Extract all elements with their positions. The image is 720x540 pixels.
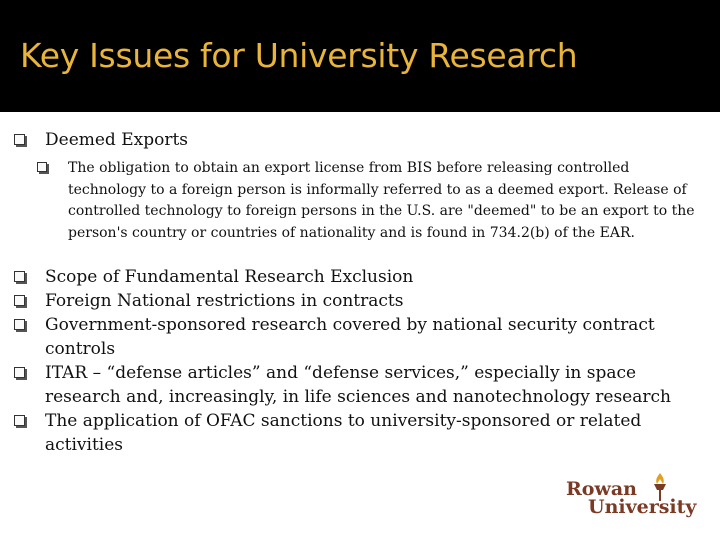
- checkbox-bullet-icon: [14, 319, 25, 330]
- logo-line-2: University: [588, 496, 697, 518]
- bullet-text: The application of OFAC sanctions to university-sponsored or related activities: [45, 411, 642, 455]
- bullet-text: ITAR – “defense articles” and “defense services,” especially in space research and, increasingly, in life sciences and nanotechnology research: [45, 363, 671, 407]
- rowan-university-logo: [566, 470, 700, 518]
- bullet-text: The obligation to obtain an export license from BIS before releasing controlled technology to a foreign person is informally referred to as a deemed export. Release of controlled technology to foreign persons in the U.S. are "deemed" to be an export to the person's country or countries of nationality and is found in 734.2(b) of the EAR.: [68, 160, 695, 241]
- title-bar: [0, 0, 720, 112]
- bullet-text: Scope of Fundamental Research Exclusion: [45, 267, 414, 287]
- bullet-text: Government-sponsored research covered by national security contract controls: [45, 315, 655, 359]
- bullet-text: Deemed Exports: [45, 130, 189, 150]
- bullet-text: Foreign National restrictions in contracts: [45, 291, 404, 311]
- checkbox-bullet-icon: [14, 367, 25, 378]
- checkbox-bullet-icon: [14, 415, 25, 426]
- slide-title: Key Issues for University Research: [20, 36, 578, 75]
- checkbox-bullet-icon: [37, 162, 47, 172]
- checkbox-bullet-icon: [14, 271, 25, 282]
- logo-line-1: Rowan: [566, 478, 637, 500]
- checkbox-bullet-icon: [14, 134, 25, 145]
- checkbox-bullet-icon: [14, 295, 25, 306]
